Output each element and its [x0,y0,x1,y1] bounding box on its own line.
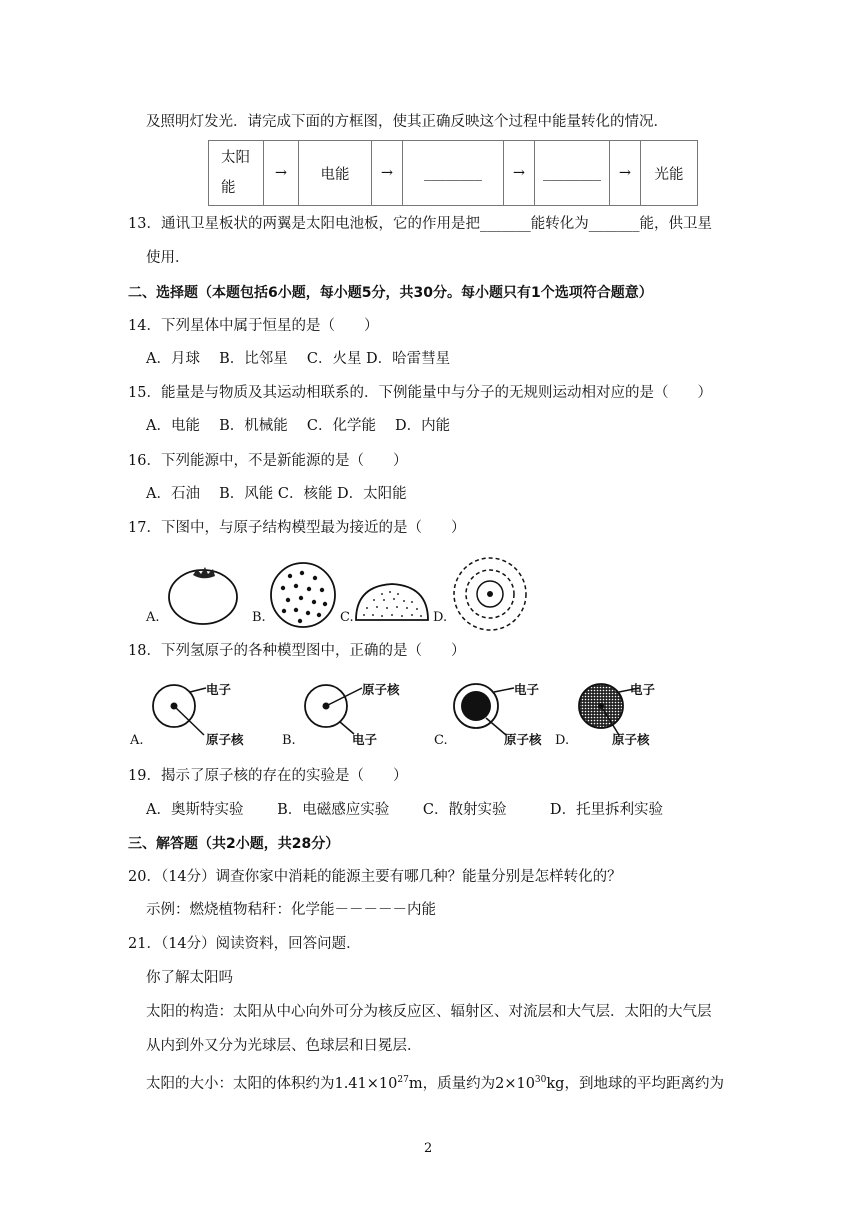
q17-label-d: D. [433,610,448,625]
q21-stem: 21．（14分）阅读资料，回答问题． [128,936,361,952]
q15-stem: 15．能量是与物质及其运动相联系的．下例能量中与分子的无规则运动相对应的是（ ） [128,385,712,401]
q21-p3-pre: 太阳的大小：太阳的体积约为1.41×10 [146,1075,398,1092]
q14-options: A．月球 B．比邻星 C．火星 D．哈雷彗星 [146,351,451,367]
q21-p3-post: kg，到地球的平均距离约为 [546,1075,724,1092]
q18-d-nucleus-label: 原子核 [612,732,650,747]
q18-label-d: D. [555,733,570,748]
flow-blank-1: ________ [403,141,504,206]
q13-line2: 使用． [146,250,190,266]
q21-paragraph-1: 你了解太阳吗 [146,970,233,986]
q17-label-a: A. [146,610,160,625]
section2-title: 二、选择题（本题包括6小题，每小题5分，共30分。每小题只有1个选项符合题意） [128,285,653,301]
q18-label-b: B. [282,733,296,748]
q18-b-electron-label: 电子 [352,732,378,747]
q18-b-nucleus-label: 原子核 [362,682,400,697]
q16-options: A．石油 B．风能 C．核能 D．太阳能 [146,486,407,502]
q17-label-c: C. [340,610,354,625]
q18-a-electron-label: 电子 [206,682,232,697]
tomato-model-image [163,563,243,627]
bread-model-image [352,580,432,624]
q18-a-nucleus-label: 原子核 [206,732,244,747]
flow-cell-light: 光能 [641,141,698,206]
flow-cell-solar [209,141,264,206]
q21-paragraph-2a: 太阳的构造：太阳从中心向外可分为核反应区、辐射区、对流层和大气层．太阳的大气层 [146,1004,712,1020]
q19-options: A．奥斯特实验 B．电磁感应实验 C．散射实验 D．托里拆利实验 [146,802,664,818]
q21-p3-exp2: 30 [534,1075,547,1085]
q21-paragraph-3 [146,1070,724,1094]
page-number: 2 [424,1141,433,1156]
q17-label-b: B. [252,610,266,625]
section3-title: 三、解答题（共2小题，共28分） [128,836,340,852]
flow-arrow-2: → [372,141,403,206]
flow-arrow-1: → [264,141,299,206]
q18-label-a: A. [130,733,144,748]
q20-example: 示例：燃烧植物秸秆：化学能－－－－－内能 [146,902,436,918]
q21-paragraph-2b: 从内到外又分为光球层、色球层和日冕层． [146,1038,422,1054]
q16-stem: 16．下列能源中，不是新能源的是（ ） [128,453,408,469]
hydrogen-model-a-image [150,680,210,742]
q21-p3-exp1: 27 [397,1075,409,1085]
flow-arrow-4: → [610,141,641,206]
q18-c-electron-label: 电子 [514,682,540,697]
flow-cell-electric: 电能 [299,141,372,206]
intro-line: 及照明灯发光．请完成下面的方框图，使其正确反映这个过程中能量转化的情况． [146,114,668,130]
q18-c-nucleus-label: 原子核 [504,732,542,747]
q18-label-c: C. [434,733,448,748]
flow-cell-solar-text: 太阳能 [221,150,250,196]
flow-blank-2: ________ [535,141,610,206]
q18-d-electron-label: 电子 [630,682,656,697]
electron-cloud-model-image [450,554,530,634]
q17-stem: 17．下图中，与原子结构模型最为接近的是（ ） [128,520,466,536]
flow-arrow-3: → [504,141,535,206]
plum-pudding-model-image [268,560,340,632]
q20-stem: 20．（14分）调查你家中消耗的能源主要有哪几种？能量分别是怎样转化的？ [128,869,622,885]
q13-line1: 13．通讯卫星板状的两翼是太阳电池板，它的作用是把_______能转化为_______能，供卫星 [128,216,712,232]
q14-stem: 14．下列星体中属于恒星的是（ ） [128,318,379,334]
q19-stem: 19．揭示了原子核的存在的实验是（ ） [128,768,408,784]
q15-options: A．电能 B．机械能 C．化学能 D．内能 [146,418,451,434]
q21-p3-mid: m，质量约为2×10 [408,1075,535,1092]
energy-flow-table [208,140,698,206]
q18-stem: 18．下列氢原子的各种模型图中，正确的是（ ） [128,643,466,659]
